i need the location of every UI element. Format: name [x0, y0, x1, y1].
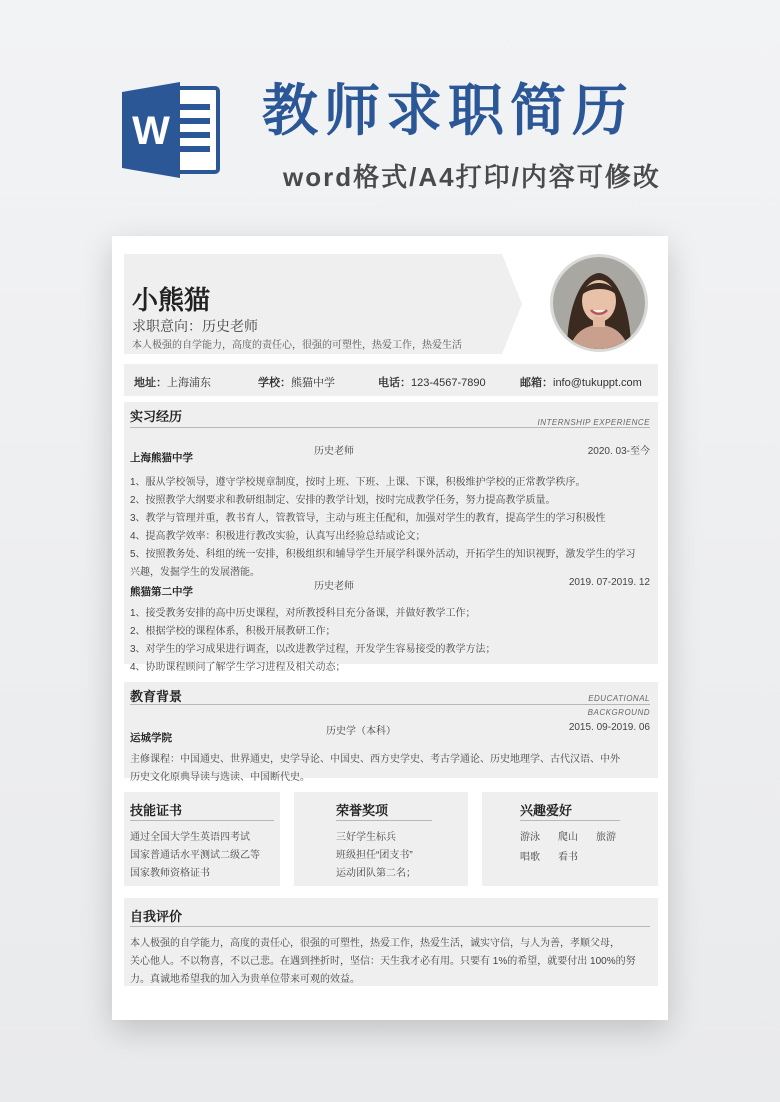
divider [336, 820, 432, 821]
list-item: 2、按照教学大纲要求和教研组制定、安排的教学计划，按时完成教学任务，努力提高教学质量。 [130, 495, 556, 506]
header-arrow [502, 254, 522, 354]
honors-section [294, 792, 468, 886]
job-school: 上海熊猫中学 [130, 452, 193, 464]
list-item: 2、根据学校的课程体系，积极开展教研工作； [130, 626, 336, 637]
skills-section [124, 792, 280, 886]
edu-school: 运城学院 [130, 732, 172, 744]
list-item: 3、对学生的学习成果进行调查，以改进教学过程，开发学生容易接受的教学方法； [130, 644, 496, 655]
section-title: 荣誉奖项 [336, 803, 389, 818]
divider [130, 820, 274, 821]
self-eval-section [124, 898, 658, 986]
internship-section [124, 402, 658, 673]
address-field: 地址：上海浦东 [134, 377, 211, 389]
school-field: 学校：熊猫中学 [258, 377, 335, 389]
list-item: 游泳 [520, 832, 540, 843]
job-school: 熊猫第二中学 [130, 586, 193, 598]
list-item: 旅游 [596, 832, 616, 843]
self-eval-line: 本人极强的自学能力，高度的责任心，很强的可塑性，热爱工作，热爱生活，诚实守信，与人为善，孝顺父母， [130, 938, 620, 949]
list-item: 三好学生标兵 [336, 832, 396, 843]
divider [130, 704, 650, 705]
job-date: 2020. 03-至今 [587, 446, 650, 457]
edu-courses: 主修课程：中国通史、世界通史，史学导论、中国史、西方史学史、考古学通论、历史地理学、古代汉语、中外 [130, 754, 620, 765]
list-item: 国家普通话水平测试二级乙等 [130, 850, 260, 861]
section-title: 技能证书 [130, 803, 183, 818]
list-item: 3、教学与管理并重，教书育人，管教管导，主动与班主任配和，加强对学生的教育，提高学生的学习积极性 [130, 513, 606, 524]
list-item: 5、按照教务处、科组的统一安排，积极组织和辅导学生开展学科课外活动，开拓学生的知识视野，激发学生的学习 [130, 549, 636, 560]
banner-subtitle: word格式/A4打印/内容可修改 [283, 162, 661, 192]
section-title: 兴趣爱好 [520, 803, 573, 818]
list-item: 爬山 [558, 832, 578, 843]
divider [130, 427, 650, 428]
word-icon [118, 78, 222, 182]
section-title: 自我评价 [130, 909, 183, 924]
list-item: 国家教师资格证书 [130, 868, 210, 879]
divider [520, 820, 620, 821]
job-intent: 求职意向：历史老师 [132, 318, 258, 334]
self-eval-line: 力。真诚地希望我的加入为贵单位带来可观的效益。 [130, 974, 360, 985]
section-title: 实习经历 [130, 409, 183, 424]
avatar [550, 254, 648, 352]
section-en-title: BACKGROUND [587, 708, 650, 717]
phone-field: 电话：123-4567-7890 [378, 377, 486, 389]
divider [130, 926, 650, 927]
intro-text: 本人极强的自学能力，高度的责任心，很强的可塑性，热爱工作，热爱生活 [132, 340, 462, 351]
list-item: 4、提高教学效率：积极进行教改实验，认真写出经验总结或论文； [130, 531, 426, 542]
list-item: 班级担任“团支书” [336, 850, 413, 861]
self-eval-line: 关心他人。不以物喜，不以己悲。在遇到挫折时，坚信：天生我才必有用。只要有 1%的希望，就要付出 100%的努 [130, 956, 636, 967]
list-item: 兴趣，发掘学生的发展潜能。 [130, 567, 260, 578]
section-en-title: INTERNSHIP EXPERIENCE [537, 418, 650, 427]
edu-major: 历史学（本科） [326, 726, 396, 737]
candidate-name: 小熊猫 [132, 285, 211, 315]
banner-title: 教师求职简历 [262, 79, 634, 142]
list-item: 1、服从学校领导，遵守学校规章制度，按时上班、下班、上课、下课，积极维护学校的正常教学秩序。 [130, 477, 586, 488]
section-en-title: EDUCATIONAL [588, 694, 650, 703]
section-title: 教育背景 [130, 689, 183, 704]
svg-text:W: W [132, 109, 170, 153]
hobbies-section [482, 792, 658, 886]
list-item: 运动团队第二名； [336, 868, 416, 879]
email-field: 邮箱：info@tukuppt.com [520, 377, 642, 389]
resume-page [112, 236, 668, 1020]
list-item: 4、协助课程顾问了解学生学习进程及相关动态； [130, 662, 346, 673]
job-role: 历史老师 [314, 581, 354, 592]
edu-date: 2015. 09-2019. 06 [568, 722, 650, 733]
list-item: 看书 [558, 852, 578, 863]
job-date: 2019. 07-2019. 12 [568, 577, 650, 588]
job-role: 历史老师 [314, 446, 354, 457]
edu-courses: 历史文化原典导读与选读、中国断代史。 [130, 772, 310, 783]
list-item: 唱歌 [520, 852, 540, 863]
contact-bar [124, 364, 658, 396]
education-section [124, 682, 658, 783]
list-item: 1、接受教务安排的高中历史课程，对所教授科目充分备课，并做好教学工作； [130, 608, 476, 619]
list-item: 通过全国大学生英语四考试 [130, 832, 250, 843]
